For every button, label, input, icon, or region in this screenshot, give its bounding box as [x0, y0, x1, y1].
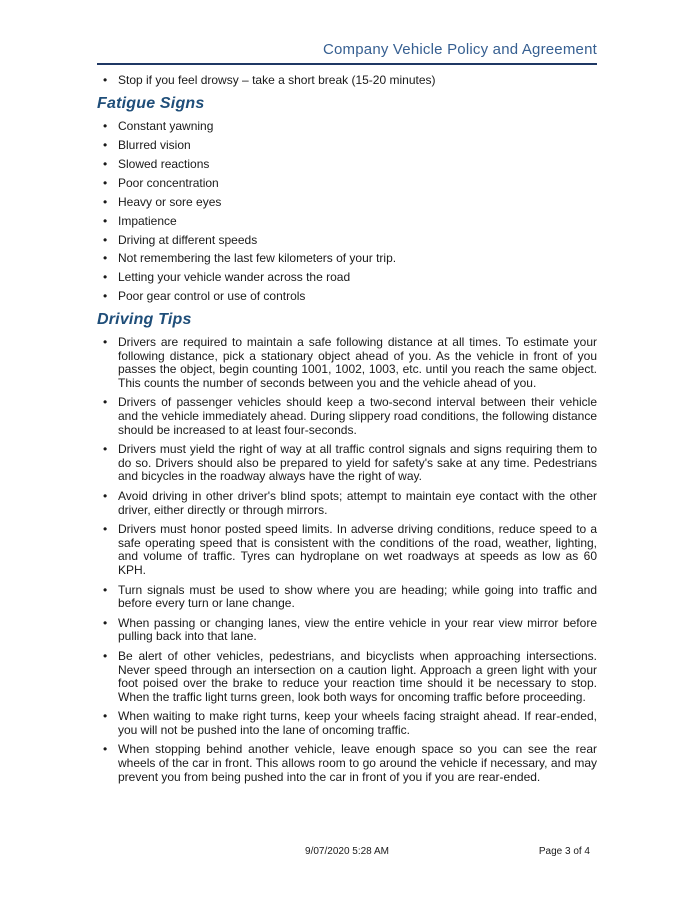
document-title: Company Vehicle Policy and Agreement: [322, 41, 597, 58]
list-item: • Turn signals must be used to show where you are heading; while going into traffic and before every turn or lane change.: [97, 584, 597, 611]
list-item: • Poor gear control or use of controls: [97, 290, 597, 304]
list-item: • When passing or changing lanes, view the entire vehicle in your rear view mirror before pulling back into that lane.: [97, 617, 597, 644]
list-item: • Poor concentration: [97, 177, 597, 191]
list-item: • Letting your vehicle wander across the road: [97, 271, 597, 285]
list-item: • Not remembering the last few kilometers of your trip.: [97, 252, 597, 266]
list-item: • Constant yawning: [97, 120, 597, 134]
list-item: • Slowed reactions: [97, 158, 597, 172]
list-item: • Be alert of other vehicles, pedestrians, and bicyclists when approaching intersections. Never speed through an intersection on a caution light. Approach a green light with your foot poised over the brake to reduce your reaction time should it be necessary to stop. When the traffic light turns green, look both ways for oncoming traffic before proceeding.: [97, 650, 597, 704]
list-item: • Impatience: [97, 215, 597, 229]
section-heading-fatigue-signs: Fatigue Signs: [97, 94, 205, 112]
driving-tips-list: [97, 336, 597, 784]
list-item: • Drivers are required to maintain a safe following distance at all times. To estimate your following distance, pick a stationary object ahead of you. As the vehicle in front of you passes the object, begin counting 1001, 1002, 1003, etc. until you reach the same object. This counts the number of seconds between you and the vehicle ahead of you.: [97, 336, 597, 390]
footer-timestamp: 9/07/2020 5:28 AM: [305, 846, 389, 857]
list-item: • When waiting to make right turns, keep your wheels facing straight ahead. If rear-ended, you will not be pushed into the lane of oncoming traffic.: [97, 710, 597, 737]
page-header: [97, 42, 597, 65]
list-item: • Drivers must yield the right of way at all traffic control signals and signs requiring them to do so. Drivers should also be prepared to yield for safety's sake at any time. Pedestrians and bicycles in the roadway always have the right of way.: [97, 443, 597, 484]
list-item: • Drivers must honor posted speed limits. In adverse driving conditions, reduce speed to a safe operating speed that is consistent with the conditions of the road, weather, lighting, and volume of traffic. Tyres can hydroplane on wet roadways at speeds as low as 60 KPH.: [97, 523, 597, 577]
page-footer: [97, 846, 597, 858]
list-item: • Heavy or sore eyes: [97, 196, 597, 210]
list-item: • Stop if you feel drowsy – take a short break (15-20 minutes): [97, 74, 597, 88]
fatigue-signs-list: [97, 120, 597, 304]
list-item: • Drivers of passenger vehicles should keep a two-second interval between their vehicle and the vehicle immediately ahead. During slippery road conditions, the following distance should be increased to at least four-seconds.: [97, 396, 597, 437]
list-item: • When stopping behind another vehicle, leave enough space so you can see the rear wheels of the car in front. This allows room to go around the vehicle if necessary, and may prevent you from being pushed into the car in front of you if you are rear-ended.: [97, 743, 597, 784]
list-item: • Avoid driving in other driver's blind spots; attempt to maintain eye contact with the other driver, either directly or through mirrors.: [97, 490, 597, 517]
section-heading-driving-tips: Driving Tips: [97, 311, 192, 329]
list-item: • Blurred vision: [97, 139, 597, 153]
intro-bullet-list: [97, 74, 597, 88]
footer-page-number: Page 3 of 4: [538, 846, 590, 857]
list-item: • Driving at different speeds: [97, 234, 597, 248]
